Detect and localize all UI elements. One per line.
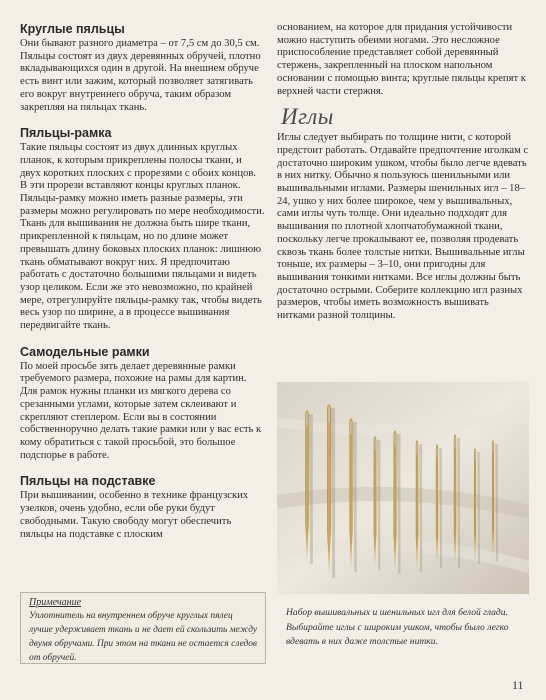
- right-column: [277, 22, 529, 323]
- paragraph-homemade-frames: По моей просьбе зять делает деревянные рамки требуемого размера, похожие на рамы для картин. Для рамок нужны планки из мягкого дерева со срезанными углами, которые затем склеивают и скрепляют степлером. Если вы в состоянии собственноручно делать такие рамки или у вас есть к кому обратиться с такой просьбой, это большое подспорье в работе.: [20, 360, 262, 461]
- heading-frame-hoops: Пяльцы-рамка: [20, 126, 112, 141]
- note-box: [20, 592, 266, 664]
- page-number: 11: [512, 678, 524, 692]
- left-column: [20, 22, 265, 541]
- section-title-needles: Иглы: [281, 104, 334, 130]
- note-title: Примечание: [29, 597, 82, 608]
- paragraph-frame-hoops: Такие пяльцы состоят из двух длинных круглых планок, к которым прикреплены полосы ткани, и двух коротких плоских с прорезями с обоих концов. В эти прорези вставляют концы круглых планок. Пяльцы-рамку можно иметь разные размеры, эти размеры можно регулировать по мере необходимости. Ткань для вышивания не должна быть шире ткани, прикрепленной к пяльцам, но по длине может превышать длину боковых плоских планок: лишнюю ткань обматывают вокруг них. Я предпочитаю работать с достаточно большими пяльцами и видеть узор целиком. Если же это невозможно, по крайней мере, отрегулируйте пяльцы-рамку так, чтобы видеть весь узор по ширине, а в процессе вышивания передвигайте ткань.: [20, 142, 265, 332]
- heading-stand-hoops: Пяльцы на подставке: [20, 474, 156, 489]
- paragraph-stand-hoops: При вышивании, особенно в технике французских узелков, очень удобно, если обе руки будут свободными. Такую свободу могут обеспечить пяльцы на подставке с плоским: [20, 490, 249, 540]
- needles-photo: [277, 382, 529, 594]
- photo-caption: Набор вышивальных и шенильных игл для белой глади. Выбирайте иглы с широким ушком, чтобы было легко вдевать в них даже толстые нитки.: [286, 607, 509, 647]
- paragraph-stand-continuation: основанием, на которое для придания устойчивости можно наступить обеими ногами. Это несложное приспособление представляет собой деревянный стержень, закрепленный на плоском напольном основании с помощью винта; круглые пяльцы крепят к верхней части стержня.: [277, 22, 526, 97]
- heading-round-hoops: Круглые пяльцы: [20, 22, 125, 36]
- needles-illustration: [277, 382, 529, 594]
- paragraph-needles: Иглы следует выбирать по толщине нити, с которой предстоит работать. Отдавайте предпочтение иголкам с достаточно широким ушком, чтобы было легче вдевать в них нитку. Обычно я пользуюсь шенильными или вышивальными иглами. Размеры шенильных игл – 18–24, ушко у них более широкое, чем у вышивальных, сами иглы чуть толще. Они идеально подходят для вышивания по плотной хлопчатобумажной ткани, поскольку легче прокалывают ее, позволяя продевать сквозь ткань более толстые нитки. Вышивальные иглы тоньше, их размеры – 3–10, они пригодны для вышивания тонкими нитками. Все иглы должны быть достаточно острыми. Соберите коллекцию игл разных размеров, чтобы иметь возможность вышивать нитками разной толщины.: [277, 132, 529, 322]
- note-text: Уплотнитель на внутреннем обруче круглых пялец лучше удерживает ткань и не дает ей скользить между двумя обручами. При этом на ткани не остается следов от обручей.: [29, 611, 258, 663]
- paragraph-round-hoops: Они бывают разного диаметра – от 7,5 см до 30,5 см. Пяльцы состоят из двух деревянных обручей, плотно вкладывающихся один в другой. На внешнем обруче есть винт или зажим, который позволяет затягивать его вокруг внутреннего обруча, таким образом закрепляя на пяльцах ткань.: [20, 38, 261, 113]
- heading-homemade-frames: Самодельные рамки: [20, 344, 150, 359]
